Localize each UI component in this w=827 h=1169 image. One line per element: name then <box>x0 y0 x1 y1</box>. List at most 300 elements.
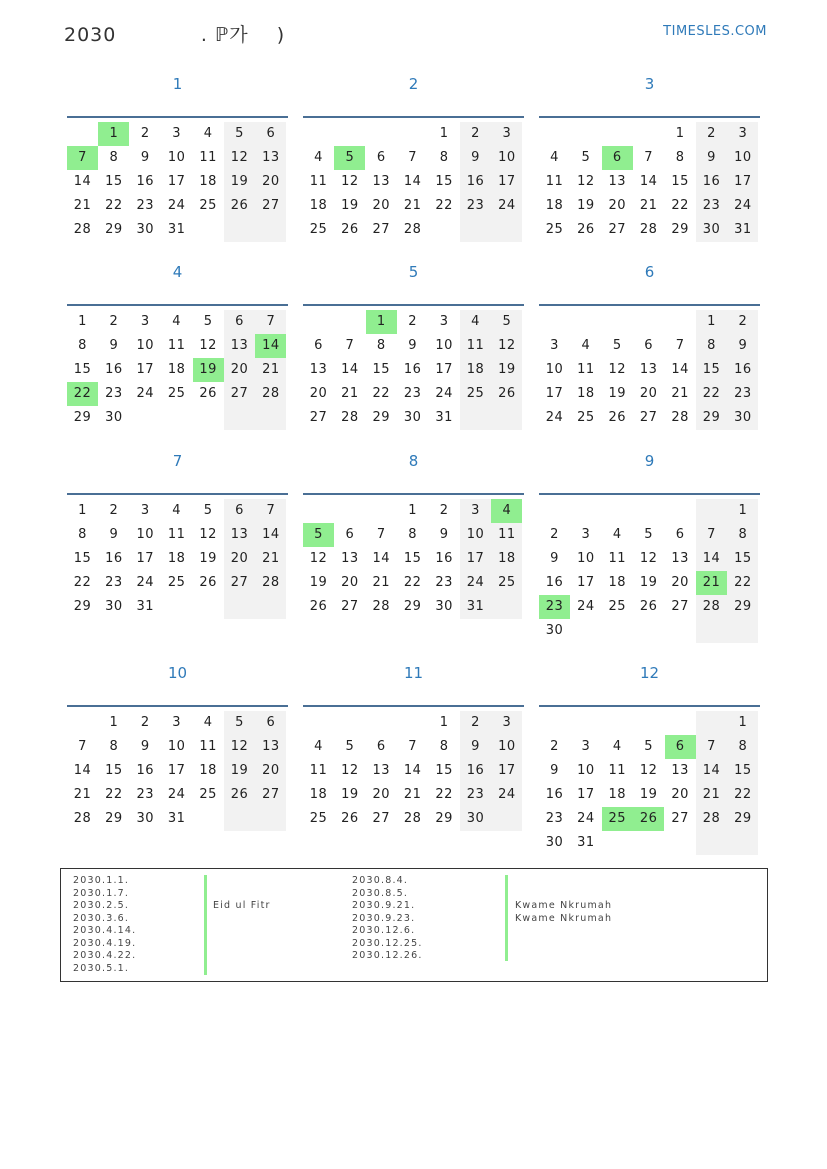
day-cell[interactable]: 28 <box>372 599 391 614</box>
day-cell[interactable]: 22 <box>105 787 123 802</box>
day-cell[interactable]: 31 <box>167 222 186 237</box>
day-cell[interactable]: 16 <box>136 174 155 189</box>
day-cell[interactable]: 23 <box>696 194 727 218</box>
day-cell[interactable]: 8 <box>727 735 758 759</box>
day-cell[interactable]: 28 <box>255 571 286 595</box>
day-cell[interactable]: 15 <box>73 362 92 377</box>
day-cell[interactable]: 21 <box>639 198 658 213</box>
day-cell[interactable]: 21 <box>73 787 92 802</box>
day-cell[interactable]: 28 <box>255 382 286 406</box>
day-cell[interactable]: 20 <box>608 198 627 213</box>
day-cell[interactable]: 10 <box>577 551 595 566</box>
day-cell[interactable]: 25 <box>199 198 217 213</box>
day-cell[interactable]: 3 <box>172 126 182 141</box>
day-cell[interactable]: 6 <box>376 739 386 754</box>
day-cell[interactable]: 5 <box>491 310 522 334</box>
day-cell[interactable]: 14 <box>255 523 286 547</box>
day-cell[interactable]: 22 <box>435 198 453 213</box>
day-cell[interactable]: 15 <box>435 174 453 189</box>
day-cell[interactable]: 27 <box>255 783 286 807</box>
day-cell[interactable]: 10 <box>727 146 758 170</box>
day-cell[interactable]: 22 <box>372 386 391 401</box>
day-cell[interactable]: 8 <box>109 150 119 165</box>
day-cell[interactable]: 28 <box>671 410 689 425</box>
day-cell[interactable]: 25 <box>545 222 564 237</box>
day-cell[interactable]: 15 <box>696 358 727 382</box>
day-cell[interactable]: 18 <box>167 551 186 566</box>
day-cell[interactable]: 10 <box>136 338 155 353</box>
day-cell[interactable]: 4 <box>172 503 182 518</box>
day-cell[interactable]: 25 <box>167 386 186 401</box>
day-cell[interactable]: 20 <box>372 198 391 213</box>
day-cell[interactable]: 25 <box>309 222 328 237</box>
day-cell[interactable]: 27 <box>255 194 286 218</box>
day-cell[interactable]: 22 <box>403 575 422 590</box>
day-cell[interactable]: 18 <box>167 362 186 377</box>
day-cell[interactable]: 7 <box>255 310 286 334</box>
day-cell[interactable]: 18 <box>577 386 595 401</box>
day-cell[interactable]: 18 <box>608 787 627 802</box>
day-cell[interactable]: 7 <box>696 735 727 759</box>
day-cell[interactable]: 3 <box>727 122 758 146</box>
day-cell[interactable]: 22 <box>727 783 758 807</box>
day-cell[interactable]: 30 <box>727 406 758 430</box>
day-cell[interactable]: 22 <box>727 571 758 595</box>
day-cell[interactable]: 12 <box>224 146 255 170</box>
day-cell[interactable]: 16 <box>105 362 123 377</box>
day-cell[interactable]: 2 <box>550 739 559 754</box>
day-cell[interactable]: 7 <box>644 150 654 165</box>
day-cell[interactable]: 27 <box>639 410 658 425</box>
day-cell[interactable]: 23 <box>403 386 422 401</box>
day-cell[interactable]: 12 <box>341 763 359 778</box>
day-cell[interactable]: 12 <box>309 551 328 566</box>
day-cell[interactable]: 1 <box>408 503 418 518</box>
day-cell[interactable]: 25 <box>309 811 328 826</box>
day-cell[interactable]: 12 <box>199 527 217 542</box>
day-cell[interactable]: 24 <box>460 571 491 595</box>
day-cell[interactable]: 11 <box>608 551 627 566</box>
day-cell[interactable]: 23 <box>105 575 123 590</box>
day-cell[interactable]: 21 <box>73 198 92 213</box>
day-cell[interactable]: 26 <box>224 783 255 807</box>
day-cell[interactable]: 13 <box>255 735 286 759</box>
day-cell[interactable]: 23 <box>545 811 564 826</box>
day-cell[interactable]: 5 <box>203 314 213 329</box>
day-cell[interactable]: 10 <box>577 763 595 778</box>
day-cell[interactable]: 11 <box>199 150 217 165</box>
day-cell[interactable]: 18 <box>309 787 328 802</box>
day-cell[interactable]: 12 <box>199 338 217 353</box>
day-cell[interactable]: 15 <box>403 551 422 566</box>
day-cell[interactable]: 22 <box>67 382 98 406</box>
day-cell[interactable]: 14 <box>73 763 92 778</box>
day-cell[interactable]: 5 <box>581 150 591 165</box>
day-cell[interactable]: 11 <box>199 739 217 754</box>
day-cell[interactable]: 9 <box>439 527 449 542</box>
day-cell[interactable]: 2 <box>140 126 150 141</box>
day-cell[interactable]: 19 <box>341 787 359 802</box>
day-cell[interactable]: 15 <box>105 763 123 778</box>
day-cell[interactable]: 23 <box>727 382 758 406</box>
day-cell[interactable]: 8 <box>675 150 685 165</box>
day-cell[interactable]: 1 <box>366 310 397 334</box>
day-cell[interactable]: 28 <box>639 222 658 237</box>
day-cell[interactable]: 29 <box>372 410 391 425</box>
day-cell[interactable]: 16 <box>696 170 727 194</box>
day-cell[interactable]: 26 <box>341 222 359 237</box>
day-cell[interactable]: 13 <box>671 763 689 778</box>
day-cell[interactable]: 11 <box>460 334 491 358</box>
day-cell[interactable]: 24 <box>491 783 522 807</box>
day-cell[interactable]: 10 <box>167 150 186 165</box>
day-cell[interactable]: 17 <box>167 763 186 778</box>
day-cell[interactable]: 8 <box>439 150 449 165</box>
day-cell[interactable]: 2 <box>109 503 119 518</box>
day-cell[interactable]: 1 <box>439 126 449 141</box>
day-cell[interactable]: 30 <box>105 410 123 425</box>
day-cell[interactable]: 29 <box>105 811 123 826</box>
day-cell[interactable]: 2 <box>696 122 727 146</box>
day-cell[interactable]: 5 <box>644 527 654 542</box>
day-cell[interactable]: 20 <box>224 358 255 382</box>
day-cell[interactable]: 23 <box>539 595 570 619</box>
day-cell[interactable]: 1 <box>78 314 87 329</box>
day-cell[interactable]: 19 <box>639 575 658 590</box>
day-cell[interactable]: 29 <box>403 599 422 614</box>
day-cell[interactable]: 22 <box>671 198 689 213</box>
day-cell[interactable]: 3 <box>491 122 522 146</box>
day-cell[interactable]: 26 <box>224 194 255 218</box>
day-cell[interactable]: 22 <box>696 382 727 406</box>
day-cell[interactable]: 26 <box>577 222 595 237</box>
day-cell[interactable]: 26 <box>608 410 627 425</box>
day-cell[interactable]: 29 <box>671 222 689 237</box>
day-cell[interactable]: 24 <box>577 599 595 614</box>
day-cell[interactable]: 3 <box>172 715 182 730</box>
day-cell[interactable]: 29 <box>73 410 92 425</box>
day-cell[interactable]: 23 <box>435 575 453 590</box>
day-cell[interactable]: 13 <box>608 174 627 189</box>
day-cell[interactable]: 5 <box>203 503 213 518</box>
day-cell[interactable]: 18 <box>460 358 491 382</box>
day-cell[interactable]: 11 <box>491 523 522 547</box>
day-cell[interactable]: 12 <box>639 551 658 566</box>
day-cell[interactable]: 6 <box>224 310 255 334</box>
day-cell[interactable]: 21 <box>403 198 422 213</box>
day-cell[interactable]: 12 <box>491 334 522 358</box>
day-cell[interactable]: 13 <box>255 146 286 170</box>
day-cell[interactable]: 24 <box>167 787 186 802</box>
day-cell[interactable]: 31 <box>460 595 491 619</box>
day-cell[interactable]: 2 <box>550 527 559 542</box>
day-cell[interactable]: 14 <box>696 547 727 571</box>
day-cell[interactable]: 2 <box>727 310 758 334</box>
day-cell[interactable]: 22 <box>105 198 123 213</box>
day-cell[interactable]: 12 <box>639 763 658 778</box>
day-cell[interactable]: 3 <box>439 314 449 329</box>
day-cell[interactable]: 21 <box>341 386 359 401</box>
day-cell[interactable]: 2 <box>460 711 491 735</box>
day-cell[interactable]: 20 <box>309 386 328 401</box>
day-cell[interactable]: 31 <box>435 410 453 425</box>
day-cell[interactable]: 17 <box>136 551 155 566</box>
day-cell[interactable]: 25 <box>167 575 186 590</box>
day-cell[interactable]: 17 <box>491 759 522 783</box>
day-cell[interactable]: 6 <box>675 527 685 542</box>
day-cell[interactable]: 13 <box>309 362 328 377</box>
day-cell[interactable]: 9 <box>109 527 119 542</box>
day-cell[interactable]: 3 <box>460 499 491 523</box>
day-cell[interactable]: 7 <box>78 739 87 754</box>
day-cell[interactable]: 29 <box>696 406 727 430</box>
day-cell[interactable]: 13 <box>372 174 391 189</box>
day-cell[interactable]: 22 <box>435 787 453 802</box>
day-cell[interactable]: 16 <box>460 759 491 783</box>
day-cell[interactable]: 16 <box>727 358 758 382</box>
day-cell[interactable]: 27 <box>309 410 328 425</box>
day-cell[interactable]: 27 <box>608 222 627 237</box>
day-cell[interactable]: 14 <box>696 759 727 783</box>
day-cell[interactable]: 9 <box>696 146 727 170</box>
day-cell[interactable]: 24 <box>727 194 758 218</box>
day-cell[interactable]: 27 <box>372 222 391 237</box>
day-cell[interactable]: 27 <box>224 382 255 406</box>
day-cell[interactable]: 21 <box>696 571 727 595</box>
day-cell[interactable]: 16 <box>403 362 422 377</box>
day-cell[interactable]: 10 <box>460 523 491 547</box>
day-cell[interactable]: 17 <box>491 170 522 194</box>
day-cell[interactable]: 26 <box>341 811 359 826</box>
day-cell[interactable]: 8 <box>439 739 449 754</box>
day-cell[interactable]: 15 <box>435 763 453 778</box>
day-cell[interactable]: 27 <box>341 599 359 614</box>
day-cell[interactable]: 9 <box>140 150 150 165</box>
day-cell[interactable]: 24 <box>136 575 155 590</box>
day-cell[interactable]: 17 <box>577 575 595 590</box>
day-cell[interactable]: 10 <box>545 362 564 377</box>
day-cell[interactable]: 10 <box>491 146 522 170</box>
day-cell[interactable]: 23 <box>136 198 155 213</box>
day-cell[interactable]: 30 <box>545 835 564 850</box>
day-cell[interactable]: 9 <box>727 334 758 358</box>
day-cell[interactable]: 7 <box>376 527 386 542</box>
day-cell[interactable]: 15 <box>73 551 92 566</box>
day-cell[interactable]: 11 <box>577 362 595 377</box>
day-cell[interactable]: 30 <box>460 807 491 831</box>
day-cell[interactable]: 6 <box>314 338 323 353</box>
day-cell[interactable]: 13 <box>372 763 391 778</box>
day-cell[interactable]: 11 <box>167 527 186 542</box>
day-cell[interactable]: 6 <box>224 499 255 523</box>
day-cell[interactable]: 12 <box>224 735 255 759</box>
day-cell[interactable]: 26 <box>309 599 328 614</box>
day-cell[interactable]: 30 <box>435 599 453 614</box>
day-cell[interactable]: 30 <box>136 811 155 826</box>
day-cell[interactable]: 15 <box>727 547 758 571</box>
day-cell[interactable]: 25 <box>608 599 627 614</box>
day-cell[interactable]: 1 <box>696 310 727 334</box>
day-cell[interactable]: 19 <box>341 198 359 213</box>
day-cell[interactable]: 14 <box>403 763 422 778</box>
day-cell[interactable]: 16 <box>435 551 453 566</box>
day-cell[interactable]: 26 <box>199 575 217 590</box>
day-cell[interactable]: 8 <box>376 338 386 353</box>
day-cell[interactable]: 17 <box>136 362 155 377</box>
day-cell[interactable]: 16 <box>545 575 564 590</box>
day-cell[interactable]: 13 <box>224 334 255 358</box>
day-cell[interactable]: 12 <box>341 174 359 189</box>
day-cell[interactable]: 31 <box>167 811 186 826</box>
day-cell[interactable]: 17 <box>727 170 758 194</box>
day-cell[interactable]: 7 <box>408 739 418 754</box>
day-cell[interactable]: 20 <box>671 575 689 590</box>
day-cell[interactable]: 13 <box>224 523 255 547</box>
day-cell[interactable]: 1 <box>727 711 758 735</box>
day-cell[interactable]: 20 <box>639 386 658 401</box>
day-cell[interactable]: 16 <box>105 551 123 566</box>
day-cell[interactable]: 28 <box>403 222 422 237</box>
day-cell[interactable]: 1 <box>727 499 758 523</box>
day-cell[interactable]: 30 <box>696 218 727 242</box>
day-cell[interactable]: 26 <box>199 386 217 401</box>
day-cell[interactable]: 26 <box>491 382 522 406</box>
day-cell[interactable]: 19 <box>491 358 522 382</box>
day-cell[interactable]: 5 <box>612 338 622 353</box>
day-cell[interactable]: 27 <box>224 571 255 595</box>
day-cell[interactable]: 6 <box>644 338 654 353</box>
day-cell[interactable]: 4 <box>203 715 213 730</box>
day-cell[interactable]: 3 <box>140 503 150 518</box>
day-cell[interactable]: 23 <box>460 783 491 807</box>
day-cell[interactable]: 18 <box>309 198 328 213</box>
day-cell[interactable]: 6 <box>665 735 696 759</box>
day-cell[interactable]: 5 <box>345 739 355 754</box>
day-cell[interactable]: 1 <box>98 122 129 146</box>
day-cell[interactable]: 19 <box>224 759 255 783</box>
day-cell[interactable]: 2 <box>460 122 491 146</box>
day-cell[interactable]: 10 <box>167 739 186 754</box>
day-cell[interactable]: 19 <box>608 386 627 401</box>
day-cell[interactable]: 1 <box>439 715 449 730</box>
day-cell[interactable]: 16 <box>545 787 564 802</box>
day-cell[interactable]: 21 <box>696 783 727 807</box>
day-cell[interactable]: 4 <box>581 338 591 353</box>
day-cell[interactable]: 18 <box>199 763 217 778</box>
day-cell[interactable]: 25 <box>577 410 595 425</box>
day-cell[interactable]: 5 <box>224 711 255 735</box>
day-cell[interactable]: 16 <box>460 170 491 194</box>
day-cell[interactable]: 4 <box>314 739 323 754</box>
day-cell[interactable]: 17 <box>435 362 453 377</box>
day-cell[interactable]: 4 <box>612 527 622 542</box>
day-cell[interactable]: 3 <box>581 527 591 542</box>
day-cell[interactable]: 4 <box>172 314 182 329</box>
day-cell[interactable]: 19 <box>199 551 217 566</box>
day-cell[interactable]: 17 <box>545 386 564 401</box>
day-cell[interactable]: 23 <box>460 194 491 218</box>
day-cell[interactable]: 6 <box>345 527 355 542</box>
day-cell[interactable]: 18 <box>608 575 627 590</box>
day-cell[interactable]: 30 <box>403 410 422 425</box>
day-cell[interactable]: 28 <box>696 595 727 619</box>
day-cell[interactable]: 9 <box>460 146 491 170</box>
day-cell[interactable]: 19 <box>309 575 328 590</box>
day-cell[interactable]: 30 <box>545 623 564 638</box>
day-cell[interactable]: 19 <box>193 358 224 382</box>
day-cell[interactable]: 11 <box>608 763 627 778</box>
day-cell[interactable]: 7 <box>696 523 727 547</box>
day-cell[interactable]: 25 <box>491 571 522 595</box>
day-cell[interactable]: 8 <box>78 338 87 353</box>
day-cell[interactable]: 22 <box>73 575 92 590</box>
day-cell[interactable]: 26 <box>633 807 664 831</box>
day-cell[interactable]: 30 <box>136 222 155 237</box>
day-cell[interactable]: 24 <box>136 386 155 401</box>
day-cell[interactable]: 6 <box>255 122 286 146</box>
day-cell[interactable]: 28 <box>403 811 422 826</box>
day-cell[interactable]: 29 <box>73 599 92 614</box>
day-cell[interactable]: 19 <box>224 170 255 194</box>
day-cell[interactable]: 5 <box>303 523 334 547</box>
day-cell[interactable]: 14 <box>73 174 92 189</box>
day-cell[interactable]: 6 <box>255 711 286 735</box>
day-cell[interactable]: 15 <box>671 174 689 189</box>
day-cell[interactable]: 8 <box>78 527 87 542</box>
day-cell[interactable]: 24 <box>167 198 186 213</box>
day-cell[interactable]: 9 <box>109 338 119 353</box>
day-cell[interactable]: 4 <box>314 150 323 165</box>
day-cell[interactable]: 9 <box>140 739 150 754</box>
day-cell[interactable]: 14 <box>372 551 391 566</box>
day-cell[interactable]: 25 <box>460 382 491 406</box>
day-cell[interactable]: 29 <box>727 807 758 831</box>
day-cell[interactable]: 18 <box>491 547 522 571</box>
day-cell[interactable]: 21 <box>255 358 286 382</box>
day-cell[interactable]: 9 <box>460 735 491 759</box>
day-cell[interactable]: 7 <box>255 499 286 523</box>
day-cell[interactable]: 14 <box>639 174 658 189</box>
day-cell[interactable]: 20 <box>224 547 255 571</box>
day-cell[interactable]: 3 <box>491 711 522 735</box>
day-cell[interactable]: 28 <box>341 410 359 425</box>
day-cell[interactable]: 20 <box>671 787 689 802</box>
day-cell[interactable]: 30 <box>105 599 123 614</box>
day-cell[interactable]: 3 <box>581 739 591 754</box>
day-cell[interactable]: 8 <box>109 739 119 754</box>
day-cell[interactable]: 31 <box>577 835 595 850</box>
day-cell[interactable]: 18 <box>545 198 564 213</box>
day-cell[interactable]: 13 <box>671 551 689 566</box>
day-cell[interactable]: 15 <box>105 174 123 189</box>
day-cell[interactable]: 8 <box>408 527 418 542</box>
day-cell[interactable]: 21 <box>372 575 391 590</box>
day-cell[interactable]: 6 <box>602 146 633 170</box>
brand-logo-text[interactable]: TIMESLES.COM <box>663 24 767 39</box>
day-cell[interactable]: 4 <box>491 499 522 523</box>
day-cell[interactable]: 17 <box>577 787 595 802</box>
day-cell[interactable]: 29 <box>105 222 123 237</box>
day-cell[interactable]: 24 <box>577 811 595 826</box>
day-cell[interactable]: 20 <box>341 575 359 590</box>
day-cell[interactable]: 17 <box>460 547 491 571</box>
day-cell[interactable]: 21 <box>671 386 689 401</box>
day-cell[interactable]: 20 <box>255 759 286 783</box>
day-cell[interactable]: 9 <box>550 763 559 778</box>
day-cell[interactable]: 31 <box>136 599 155 614</box>
day-cell[interactable]: 27 <box>671 599 689 614</box>
day-cell[interactable]: 10 <box>136 527 155 542</box>
